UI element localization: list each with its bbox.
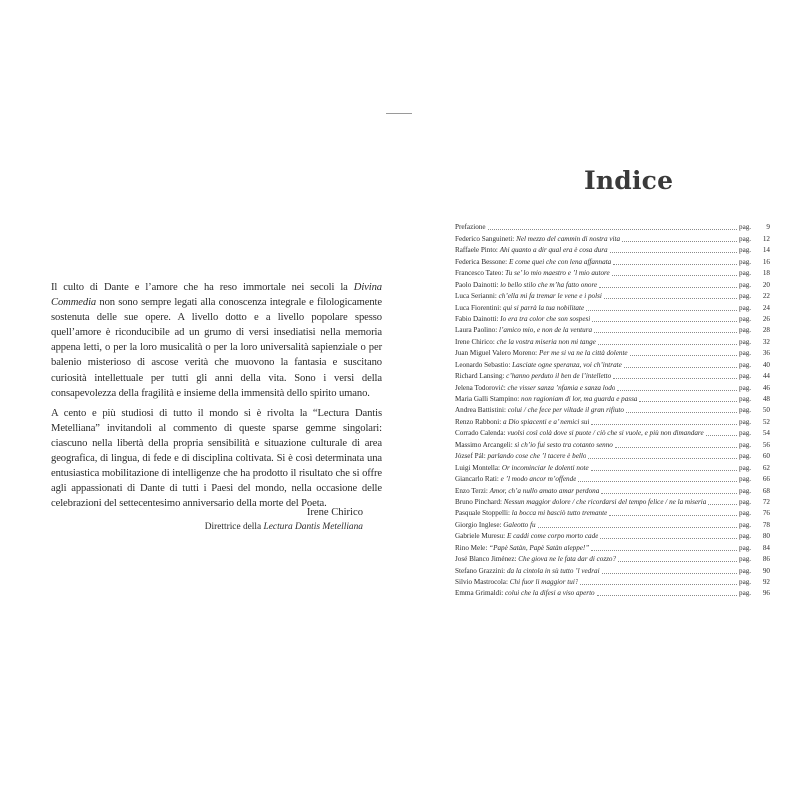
toc-author: Corrado Calenda: <box>455 429 508 438</box>
toc-entry <box>455 427 770 438</box>
toc-verse: che visser sanza ’nfamia e sanza lodo <box>507 383 616 392</box>
toc-entry-label <box>455 532 598 541</box>
toc-page-number: 28 <box>762 326 770 335</box>
toc-page-number: 66 <box>762 475 770 484</box>
toc-entry <box>455 587 770 598</box>
toc-entry-label <box>455 246 608 255</box>
toc-page-number: 14 <box>762 246 770 255</box>
toc-pag-label: pag. <box>739 326 752 335</box>
toc-author: Luca Serianni: <box>455 292 499 301</box>
toc-author: Renzo Rabboni: <box>455 417 503 426</box>
toc-author: Enzo Terzi: <box>455 486 490 495</box>
toc-entry <box>455 553 770 564</box>
toc-entry-label <box>455 487 599 496</box>
toc-author: Pasquale Stoppelli: <box>455 509 512 518</box>
toc-page-number: 78 <box>762 520 770 529</box>
toc-verse: lo bello stilo che m’ha fatto onore <box>500 280 598 289</box>
toc-pag-label: pag. <box>739 566 752 575</box>
toc-verse: Tu se’ lo mio maestro e ’l mio autore <box>505 269 610 278</box>
toc-entry <box>455 381 770 392</box>
toc-author: Paolo Dainotti: <box>455 280 501 289</box>
toc-verse: Per me si va ne la città dolente <box>538 349 628 358</box>
toc-author: Prefazione <box>455 223 486 232</box>
toc-entry <box>455 255 770 266</box>
toc-verse: non ragioniam di lor, ma guarda e passa <box>521 395 638 403</box>
toc-entry <box>455 507 770 518</box>
toc-entry <box>455 404 770 415</box>
toc-page-number: 56 <box>762 440 770 449</box>
toc-pag-label: pag. <box>739 589 752 598</box>
toc-page-number: 62 <box>762 463 770 472</box>
toc-entry <box>455 301 770 312</box>
table-of-contents <box>455 221 770 598</box>
toc-entry-label <box>455 578 578 587</box>
toc-entry <box>455 438 770 449</box>
toc-verse: c’hanno perduto il ben de l’intelletto <box>506 372 612 381</box>
toc-verse: Nessun maggior dolore / che ricordarsi del tempo felice / ne la miseria <box>503 497 707 506</box>
toc-pag-label: pag. <box>739 417 752 426</box>
toc-leader-dots <box>602 573 737 574</box>
toc-entry <box>455 370 770 381</box>
toc-entry-label <box>455 258 611 267</box>
toc-pag-label: pag. <box>739 337 752 346</box>
toc-author: József Pál: <box>455 452 488 461</box>
toc-verse: sì ch’io fui sesto tra cotanto senno <box>514 440 613 449</box>
toc-entry-label <box>455 281 597 290</box>
toc-author: Federica Bessone: <box>455 257 509 266</box>
toc-page-number: 52 <box>762 417 770 426</box>
toc-entry <box>455 267 770 278</box>
toc-page-number: 9 <box>766 223 770 232</box>
toc-pag-label: pag. <box>739 246 752 255</box>
toc-author: Francesco Tateo: <box>455 269 506 278</box>
toc-author: Jelena Todorović: <box>455 383 508 392</box>
toc-page-number: 50 <box>762 406 770 415</box>
toc-entry-label <box>455 555 616 564</box>
toc-entry <box>455 347 770 358</box>
work-title-italic: Divina Commedia <box>51 282 382 309</box>
toc-verse: a Dio spiacenti e a’ nemici sui <box>503 417 590 426</box>
toc-author: Stefano Grazzini: <box>455 566 507 575</box>
toc-verse: E come quei che con lena affannata <box>508 257 612 266</box>
toc-leader-dots <box>610 252 737 253</box>
toc-entry-label <box>455 521 536 530</box>
toc-author: Rino Mele: <box>455 543 490 552</box>
toc-page-number: 22 <box>762 292 770 301</box>
toc-page-number: 36 <box>762 349 770 358</box>
toc-page-number: 80 <box>762 532 770 541</box>
toc-pag-label: pag. <box>739 429 752 438</box>
preface-paragraph-2: A cento e più studiosi di tutto il mondo si è rivolta la “Lectura Dantis Metelliana” invitandoli al commento di queste sparse gemme singolari: ciascuno nella libertà della propria sensibilità e situazione culturale di area geografica, di lingua, di fede e di disciplina coltivata. Si è così determinata una entusiastica mobilitazione di intelligenze che ha prodotto il risultato che si offre agli appassionati di Dante di tutti i Paesi del mondo, nella occasione delle celebrazioni del settecentesimo anniversario della morte del Poeta. <box>51 407 382 510</box>
toc-leader-dots <box>706 435 737 436</box>
toc-page-number: 72 <box>762 497 770 506</box>
toc-page-number: 60 <box>762 452 770 461</box>
toc-pag-label: pag. <box>739 532 752 541</box>
toc-page-number: 48 <box>762 395 770 403</box>
toc-leader-dots <box>630 355 737 356</box>
toc-author: Luca Fiorentini: <box>455 303 503 312</box>
toc-entry-label <box>455 223 486 232</box>
right-page <box>400 0 800 800</box>
toc-entry-label <box>455 304 584 313</box>
toc-pag-label: pag. <box>739 440 752 449</box>
toc-pag-label: pag. <box>739 578 752 586</box>
toc-entry <box>455 473 770 484</box>
toc-verse: “Papè Satàn, Papè Satàn aleppe!” <box>489 543 590 552</box>
toc-verse: Che giova ne le fata dar di cozzo? <box>518 555 617 564</box>
toc-author: Laura Paolino: <box>455 326 500 335</box>
toc-page-number: 84 <box>762 543 770 552</box>
toc-verse: e ’l modo ancor m’offende <box>500 475 577 484</box>
toc-entry-label <box>455 464 589 473</box>
toc-page-number: 96 <box>762 589 770 598</box>
toc-leader-dots <box>586 310 737 311</box>
toc-page-number: 44 <box>762 372 770 381</box>
toc-leader-dots <box>613 378 737 379</box>
toc-verse: Amor, ch’a nullo amato amar perdona <box>489 486 600 495</box>
toc-author: José Blanco Jiménez: <box>455 555 519 564</box>
toc-leader-dots <box>615 447 737 448</box>
preface-paragraph-1: Il culto di Dante e l’amore che ha reso immortale nei secoli la Divina Commedia non sono sempre legati alla conoscenza integrale e filologicamente sostenuta delle sue opere. A livello dotto e a livello popolare spesso quell’amore è riconducibile ad un grumo di versi insediatisi nella memoria appena letti, o per la loro musicalità o per la loro universalità sapienziale o per balenio misterioso di ascose verità che muovono la fantasia e suscitano curiosità intellettuale per tutti gli anni della vita. Sono i versi della consapevolezza della fragilità e insieme della immensità dello spirito umano. <box>51 282 382 399</box>
toc-verse: colui che la difesi a viso aperto <box>504 589 595 598</box>
toc-entry <box>455 290 770 301</box>
toc-page-number: 18 <box>762 269 770 278</box>
toc-entry-label <box>455 269 610 278</box>
toc-entry <box>455 278 770 289</box>
toc-page-number: 54 <box>762 429 770 438</box>
signature-role <box>205 520 363 535</box>
toc-leader-dots <box>618 561 737 562</box>
toc-pag-label: pag. <box>739 543 752 552</box>
toc-leader-dots <box>609 515 737 516</box>
toc-entry <box>455 518 770 529</box>
toc-page-number: 26 <box>762 314 770 323</box>
toc-author: Juan Miguel Valero Moreno: <box>455 349 539 358</box>
toc-pag-label: pag. <box>739 269 752 278</box>
toc-page-number: 40 <box>762 360 770 369</box>
toc-entry-label <box>455 395 637 404</box>
toc-entry-label <box>455 567 600 576</box>
toc-pag-label: pag. <box>739 555 752 564</box>
toc-entry <box>455 313 770 324</box>
toc-pag-label: pag. <box>739 234 752 243</box>
toc-verse: Galeotto fu <box>503 520 536 529</box>
toc-leader-dots <box>591 550 737 551</box>
toc-author: Giancarlo Rati: <box>455 475 501 484</box>
toc-pag-label: pag. <box>739 509 752 518</box>
toc-pag-label: pag. <box>739 303 752 312</box>
toc-entry-label <box>455 475 576 484</box>
toc-entry <box>455 324 770 335</box>
toc-entry <box>455 576 770 587</box>
toc-author: Fabio Dainotti: <box>455 314 501 323</box>
toc-pag-label: pag. <box>739 486 752 495</box>
toc-entry <box>455 496 770 507</box>
toc-leader-dots <box>594 332 737 333</box>
toc-entry-label <box>455 326 592 335</box>
toc-verse: Nel mezzo del cammin di nostra vita <box>516 234 621 243</box>
toc-verse: ch’ella mi fa tremar le vene e i polsi <box>498 292 602 301</box>
toc-leader-dots <box>622 241 737 242</box>
toc-author: Massimo Arcangeli: <box>455 440 515 449</box>
toc-page-number: 68 <box>762 486 770 495</box>
toc-leader-dots <box>580 584 737 585</box>
toc-pag-label: pag. <box>739 360 752 369</box>
toc-entry <box>455 244 770 255</box>
toc-leader-dots <box>612 275 737 276</box>
toc-verse: la bocca mi basciò tutto tremante <box>511 509 608 518</box>
toc-author: Bruno Pinchard: <box>455 497 504 506</box>
toc-entry-label <box>455 384 615 393</box>
toc-author: Emma Grimaldi: <box>455 589 505 598</box>
toc-verse: Ahi quanto a dir qual era è cosa dura <box>499 246 608 255</box>
toc-verse: vuolsi così colà dove si puote / ciò che si vuole, e più non dimandare <box>507 429 704 438</box>
toc-leader-dots <box>600 538 737 539</box>
toc-leader-dots <box>591 470 737 471</box>
toc-entry-label <box>455 509 607 518</box>
toc-leader-dots <box>599 287 737 288</box>
toc-page-number: 92 <box>762 578 770 586</box>
toc-author: Luigi Montella: <box>455 463 502 472</box>
toc-author: Giorgio Inglese: <box>455 520 504 529</box>
toc-entry <box>455 358 770 369</box>
toc-pag-label: pag. <box>739 280 752 289</box>
toc-page-number: 86 <box>762 555 770 564</box>
toc-author: Andrea Battistini: <box>455 406 508 415</box>
toc-entry-label <box>455 338 596 347</box>
toc-leader-dots <box>598 344 737 345</box>
toc-pag-label: pag. <box>739 314 752 323</box>
toc-pag-label: pag. <box>739 292 752 301</box>
toc-page-number: 76 <box>762 509 770 518</box>
toc-pag-label: pag. <box>739 475 752 484</box>
toc-entry-label <box>455 429 704 438</box>
toc-entry <box>455 393 770 404</box>
toc-author: Leonardo Sebastio: <box>455 360 513 369</box>
toc-verse: E caddi come corpo morto cade <box>506 532 599 541</box>
toc-verse: che la vostra miseria non mi tange <box>496 337 596 346</box>
toc-entry-label <box>455 349 628 358</box>
toc-leader-dots <box>626 412 737 413</box>
toc-entry-label <box>455 372 611 381</box>
toc-entry-label <box>455 441 613 450</box>
toc-leader-dots <box>538 527 737 528</box>
toc-pag-label: pag. <box>739 406 752 415</box>
toc-entry <box>455 530 770 541</box>
toc-entry-label <box>455 292 602 301</box>
toc-pag-label: pag. <box>739 463 752 472</box>
toc-verse: Io era tra color che son sospesi <box>500 314 591 323</box>
toc-author: Raffaele Pinto: <box>455 246 500 255</box>
toc-leader-dots <box>592 321 737 322</box>
toc-entry <box>455 335 770 346</box>
toc-entry-label <box>455 589 595 598</box>
signature-role-italic: Lectura Dantis Metelliana <box>263 522 363 532</box>
toc-entry <box>455 232 770 243</box>
toc-leader-dots <box>597 595 737 596</box>
toc-page-number: 24 <box>762 303 770 312</box>
toc-leader-dots <box>591 424 737 425</box>
toc-verse: colui / che fece per viltade il gran rifiuto <box>507 406 624 415</box>
toc-leader-dots <box>488 229 737 230</box>
toc-author: Richard Lansing: <box>455 372 507 381</box>
toc-entry-label <box>455 361 622 370</box>
toc-leader-dots <box>708 504 737 505</box>
toc-pag-label: pag. <box>739 223 752 232</box>
toc-pag-label: pag. <box>739 497 752 506</box>
toc-entry <box>455 221 770 232</box>
toc-entry-label <box>455 315 590 324</box>
index-title: Indice <box>584 166 674 195</box>
toc-leader-dots <box>604 298 737 299</box>
toc-page-number: 16 <box>762 257 770 266</box>
toc-entry-label <box>455 406 624 415</box>
toc-entry <box>455 484 770 495</box>
toc-verse: parlando cose che ’l tacere è bello <box>487 452 587 461</box>
toc-author: Maria Galli Stampino: <box>455 395 522 403</box>
toc-leader-dots <box>613 264 737 265</box>
toc-author: Federico Sanguineti: <box>455 234 517 243</box>
toc-verse: Or incominciar le dolenti note <box>501 463 589 472</box>
toc-page-number: 12 <box>762 234 770 243</box>
toc-entry <box>455 541 770 552</box>
toc-entry <box>455 450 770 461</box>
toc-pag-label: pag. <box>739 395 752 403</box>
toc-entry <box>455 564 770 575</box>
toc-author: Gabriele Muresu: <box>455 532 507 541</box>
toc-verse: Chi fuor li maggior tui? <box>509 578 579 586</box>
signature-name: Irene Chirico <box>306 507 363 518</box>
toc-verse: da la cintola in sù tutto ’l vedrai <box>506 566 600 575</box>
toc-author: Silvio Mastrocola: <box>455 578 510 586</box>
toc-entry <box>455 415 770 426</box>
toc-pag-label: pag. <box>739 452 752 461</box>
toc-page-number: 32 <box>762 337 770 346</box>
toc-author: Irene Chirico: <box>455 337 497 346</box>
toc-entry-label <box>455 544 589 553</box>
toc-pag-label: pag. <box>739 372 752 381</box>
toc-leader-dots <box>601 493 737 494</box>
toc-pag-label: pag. <box>739 383 752 392</box>
preface-text <box>51 280 382 511</box>
toc-leader-dots <box>639 401 737 402</box>
toc-pag-label: pag. <box>739 349 752 358</box>
toc-leader-dots <box>624 367 737 368</box>
toc-page-number: 20 <box>762 280 770 289</box>
signature-block <box>205 505 363 535</box>
toc-verse: l’amico mio, e non de la ventura <box>499 326 593 335</box>
toc-entry-label <box>455 418 589 427</box>
toc-verse: qui si parrà la tua nobilitate <box>503 303 585 312</box>
toc-page-number: 90 <box>762 566 770 575</box>
toc-leader-dots <box>617 390 737 391</box>
toc-entry <box>455 461 770 472</box>
toc-verse: Lasciate ogne speranza, voi ch’intrate <box>512 360 622 369</box>
toc-page-number: 46 <box>762 383 770 392</box>
toc-entry-label <box>455 452 586 461</box>
toc-pag-label: pag. <box>739 257 752 266</box>
toc-entry-label <box>455 235 620 244</box>
signature-role-prefix: Direttrice della <box>204 522 264 532</box>
toc-leader-dots <box>588 458 737 459</box>
toc-pag-label: pag. <box>739 520 752 529</box>
toc-entry-label <box>455 498 706 507</box>
toc-leader-dots <box>578 481 737 482</box>
